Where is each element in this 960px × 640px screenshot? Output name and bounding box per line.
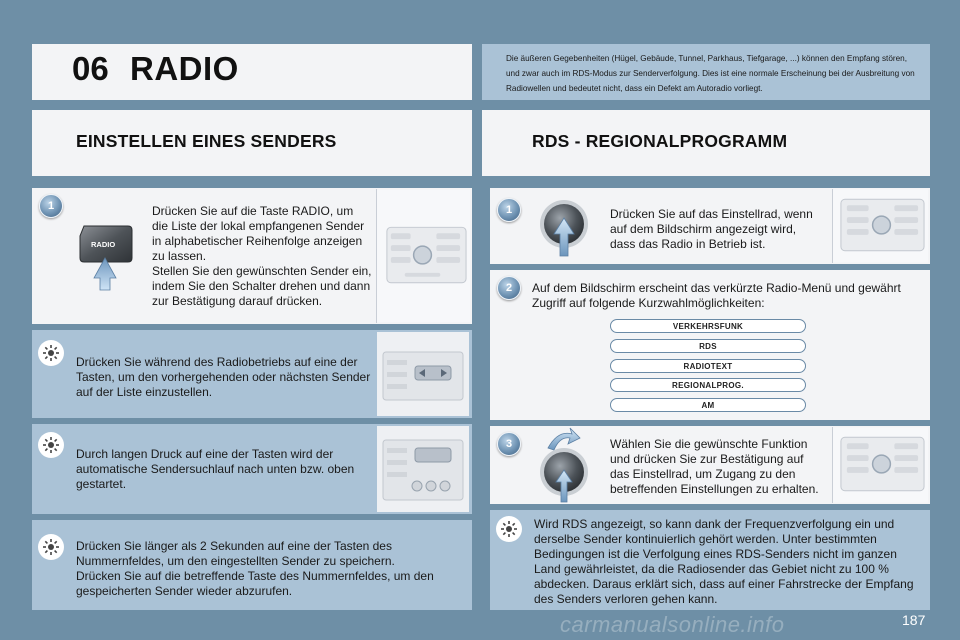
step-badge-1: 1 (39, 194, 63, 218)
menu-item-am: AM (610, 398, 806, 412)
radio-unit-presets-image (377, 426, 469, 512)
left-tip3-text: Drücken Sie länger als 2 Sekunden auf eine der Tasten des Nummernfeldes, um den eingestellten Sender zu speichern. Drücken Sie auf die betreffende Taste des Nummernfeldes, um den gespeicherten Sender wieder abzurufen. (76, 539, 434, 598)
menu-item-radiotext: RADIOTEXT (610, 359, 806, 373)
right-step3-text: Wählen Sie die gewünschte Funktion und drücken Sie zur Bestätigung auf das Einstellrad, um Zugang zu den betreffenden Einstellungen zu erhalten. (610, 437, 819, 496)
radio-button-label: RADIO (91, 240, 116, 249)
menu-item-regionalprog: REGIONALPROG. (610, 378, 806, 392)
intro-text: Die äußeren Gegebenheiten (Hügel, Gebäude, Tunnel, Parkhaus, Tiefgarage, ...) können den Empfang stören, und zwar auch im RDS-Modus zur Senderverfolgung. Dies ist eine normale Erscheinung bei der Ausbreitung von Radiowellen und bedeutet nicht, dass ein Defekt am Autoradio vorliegt. (506, 54, 915, 93)
step-badge-2: 2 (497, 276, 521, 300)
rotary-knob-turn-icon (532, 424, 596, 504)
watermark: carmanualsonline.info (560, 612, 785, 637)
tip-icon (496, 516, 522, 542)
right-step2-text: Auf dem Bildschirm erscheint das verkürzte Radio-Menü und gewährt Zugriff auf folgende Kurzwahlmöglichkeiten: (532, 281, 901, 310)
tip-icon (38, 432, 64, 458)
radio-unit-arrows-image (377, 332, 469, 416)
radio-unit-image (832, 189, 928, 263)
right-section-title: RDS - REGIONALPROGRAMM (532, 131, 788, 151)
page-number: 187 (902, 612, 926, 628)
step-badge-1: 1 (497, 198, 521, 222)
left-section-title: EINSTELLEN EINES SENDERS (76, 131, 337, 151)
right-tip-text: Wird RDS angezeigt, so kann dank der Frequenzverfolgung ein und derselbe Sender kontinuierlich gehört werden. Unter bestimmten Bedingungen ist die Verfolgung eines RDS-Senders nicht im ganzen Land gewährleistet, da die Radiosender das Gebiet nicht zu 100 % abdecken. Daraus erklärt sich, dass auf einer Fahrstrecke der Empfang des Senders verloren gehen kann. (534, 517, 914, 606)
menu-item-verkehrsfunk: VERKEHRSFUNK (610, 319, 806, 333)
left-step1-text: Drücken Sie auf die Taste RADIO, um die Liste der lokal empfangenen Sender in alphabetischer Reihenfolge anzeigen zu lassen. Stellen Sie den gewünschten Sender ein, indem Sie den Schalter drehen und dann zur Bestätigung darauf drücken. (152, 204, 372, 308)
chapter-title: RADIO (130, 50, 239, 87)
radio-unit-image (832, 427, 928, 503)
chapter-number: 06 (72, 50, 109, 87)
right-step1-text: Drücken Sie auf das Einstellrad, wenn auf dem Bildschirm angezeigt wird, dass das Radio in Betrieb ist. (610, 207, 813, 251)
left-tip1-text: Drücken Sie während des Radiobetriebs auf eine der Tasten, um den vorhergehenden oder nächsten Sender auf der Liste einzustellen. (76, 355, 371, 399)
radio-unit-image (376, 189, 470, 323)
step-badge-3: 3 (497, 432, 521, 456)
rotary-knob-press-icon (532, 196, 596, 260)
tip-icon (38, 340, 64, 366)
radio-button-icon (76, 214, 138, 294)
menu-item-rds: RDS (610, 339, 806, 353)
tip-icon (38, 534, 64, 560)
left-tip2-text: Durch langen Druck auf eine der Tasten wird der automatische Sendersuchlauf nach unten bzw. oben gestartet. (76, 447, 355, 491)
